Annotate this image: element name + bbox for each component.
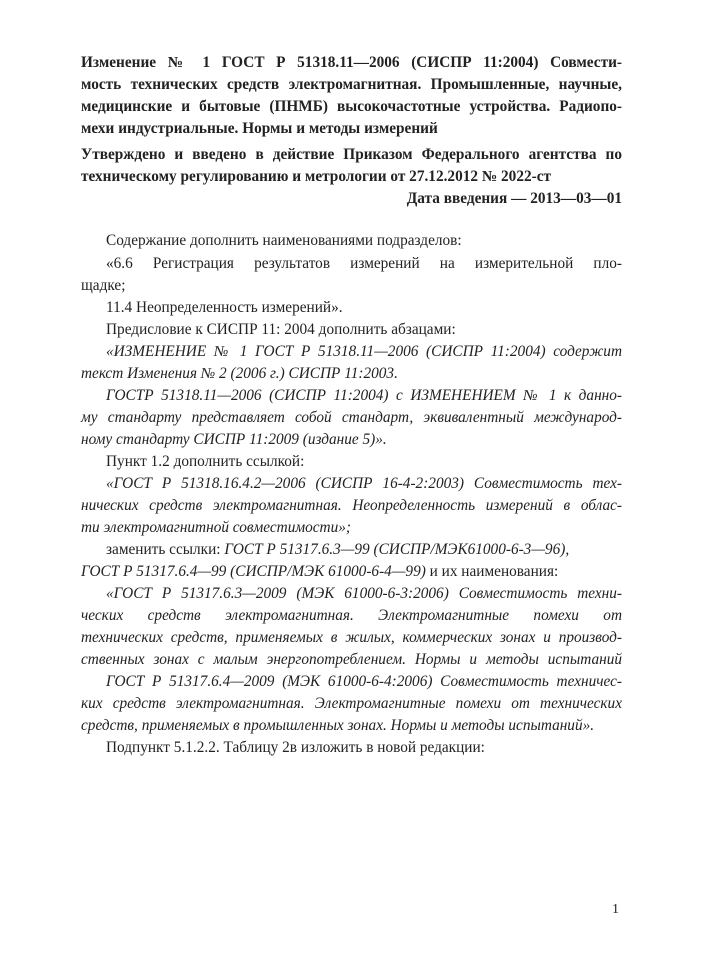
- body-para-8-line-2: нических средств электромагнитная. Неопределенность измерений в облас-: [81, 497, 622, 514]
- body-para-10-line-3: технических средств, применяемых в жилых, коммерческих зонах и производ-: [81, 629, 622, 646]
- body-para-9-line-1: [106, 541, 569, 559]
- body-para-6-line-3: ному стандарту СИСПР 11:2009 (издание 5)».: [81, 431, 387, 448]
- title-line-2: мость технических средств электромагнитная. Промышленные, научные,: [81, 76, 622, 93]
- title-line-1: Изменение № 1 ГОСТ Р 51318.11—2006 (СИСПР 11:2004) Совмести-: [81, 54, 622, 71]
- body-para-5-line-2: текст Изменения № 2 (2006 г.) СИСПР 11:2003.: [81, 365, 398, 382]
- body-para-7: Пункт 1.2 дополнить ссылкой:: [106, 453, 305, 470]
- body-para-11-line-1: ГОСТ Р 51317.6.4—2009 (МЭК 61000-6-4:2006) Совместимость техничес-: [106, 673, 622, 690]
- body-para-10-line-4: ственных зонах с малым энергопотреблением. Нормы и методы испытаний: [81, 651, 622, 668]
- body-para-9-line-2: [81, 563, 558, 581]
- body-para-1: Содержание дополнить наименованиями подразделов:: [106, 232, 462, 249]
- body-para-10-line-1: «ГОСТ Р 51317.6.3—2009 (МЭК 61000-6-3:2006) Совместимость техни-: [106, 585, 622, 602]
- body-para-8-line-1: «ГОСТ Р 51318.16.4.2—2006 (СИСПР 16-4-2:2003) Совместимость тех-: [106, 475, 622, 492]
- body-para-9-ref-2: ГОСТ Р 51317.6.4—99 (СИСПР/МЭК 61000-6-4—99): [81, 563, 426, 580]
- effective-date: Дата введения — 2013—03—01: [406, 190, 622, 207]
- page-number: 1: [612, 902, 619, 917]
- body-para-2-line-2: щадке;: [81, 277, 126, 294]
- body-para-11-line-2: ких средств электромагнитная. Электромагнитные помехи от технических: [81, 695, 622, 712]
- title-line-3: медицинские и бытовые (ПНМБ) высокочастотные устройства. Радиопо-: [81, 98, 622, 115]
- body-para-3: 11.4 Неопределенность измерений».: [106, 299, 343, 316]
- approval-line-1: Утверждено и введено в действие Приказом Федерального агентства по: [81, 146, 622, 163]
- title-line-4: мехи индустриальные. Нормы и методы измерений: [81, 120, 438, 137]
- body-para-6-line-2: му стандарту представляет собой стандарт, эквивалентный международ-: [81, 409, 622, 426]
- body-para-5-line-1: «ИЗМЕНЕНИЕ № 1 ГОСТ Р 51318.11—2006 (СИСПР 11:2004) содержит: [106, 343, 622, 360]
- body-para-6-line-1: ГОСТР 51318.11—2006 (СИСПР 11:2004) с ИЗМЕНЕНИЕМ № 1 к данно-: [106, 387, 622, 404]
- body-para-8-line-3: ти электромагнитной совместимости»;: [81, 519, 351, 536]
- body-para-9-ref-1: ГОСТ Р 51317.6.3—99 (СИСПР/МЭК61000-6-3—96),: [224, 541, 570, 558]
- approval-line-2: техническому регулированию и метрологии от 27.12.2012 № 2022-ст: [81, 168, 552, 185]
- body-para-4: Предисловие к СИСПР 11: 2004 дополнить абзацами:: [106, 321, 456, 338]
- body-para-9-prefix: заменить ссылки:: [106, 541, 225, 558]
- body-para-9-suffix: и их наименования:: [425, 563, 559, 580]
- body-para-10-line-2: ческих средств электромагнитная. Электромагнитные помехи от: [81, 607, 622, 624]
- body-para-11-line-3: средств, применяемых в промышленных зонах. Нормы и методы испытаний».: [81, 717, 595, 734]
- body-para-12: Подпункт 5.1.2.2. Таблицу 2в изложить в новой редакции:: [106, 739, 485, 756]
- body-para-2-line-1: «6.6 Регистрация результатов измерений на измерительной пло-: [106, 255, 622, 272]
